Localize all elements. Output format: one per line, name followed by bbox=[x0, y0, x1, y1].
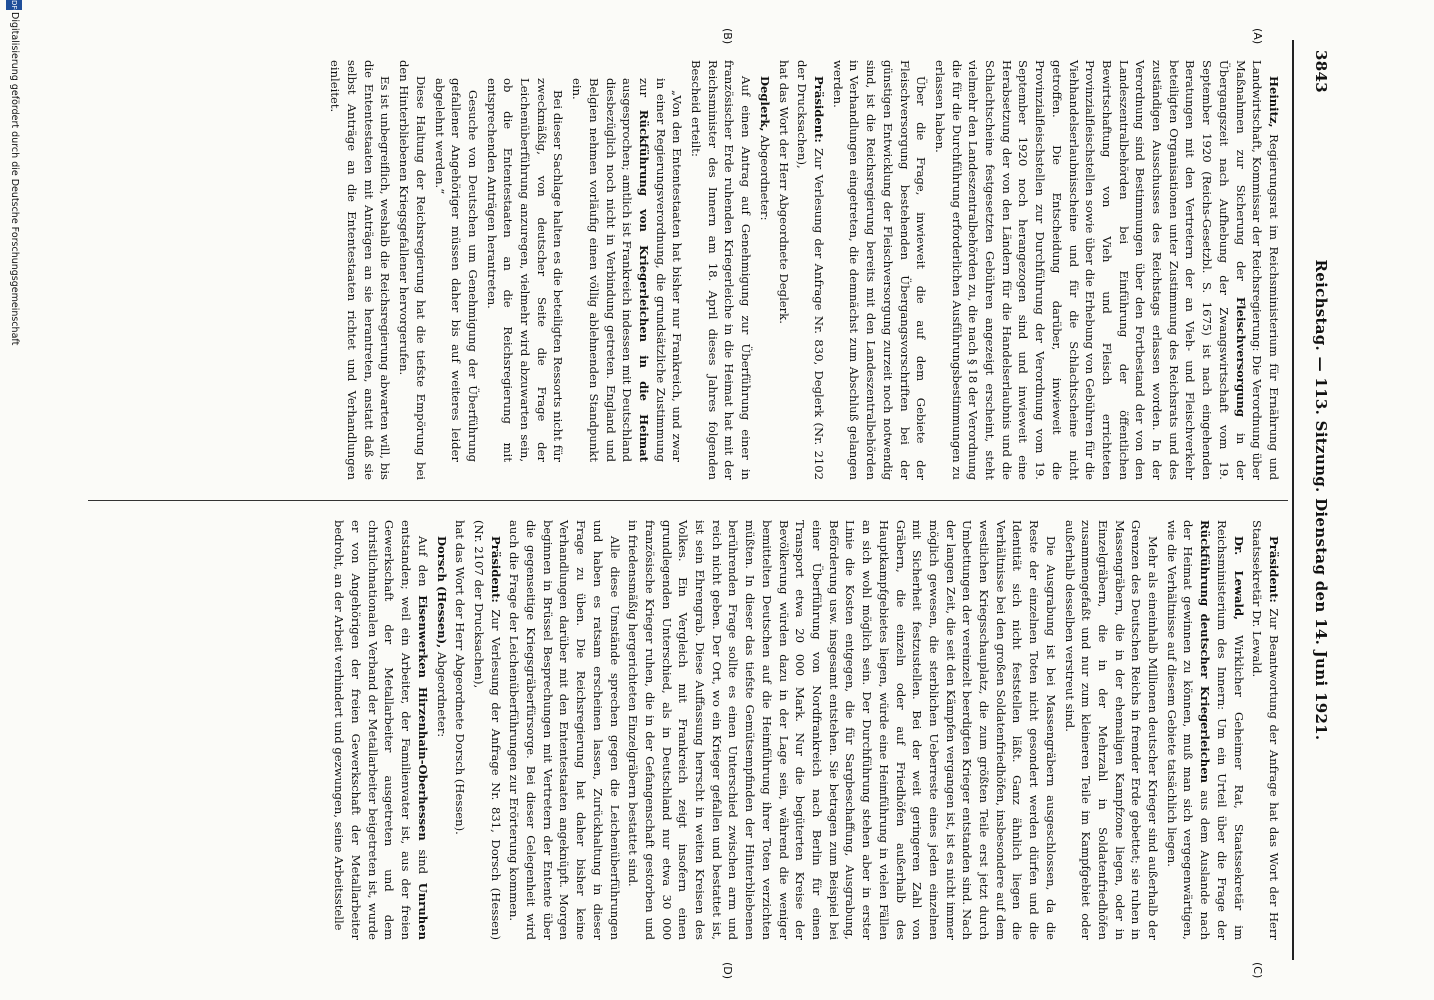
left-column bbox=[325, 60, 1282, 480]
column-divider bbox=[88, 500, 1288, 501]
margin-marker-d: (D) bbox=[721, 962, 734, 980]
paragraph: Auf den Eisenwerken Hirzenhain-Oberhessen sind Unruhen entstanden; weil ein Arbeiter, der Familienvater ist, aus der freien Gewerkschaft der Metallarbeiter ausgetreten und dem christlichnationalen Verband der Metallarbeiter beigetreten ist, wurde er von Angehörigen der freien Gewerkschaft der Metallarbeiter bedroht, an der Arbeit verhindert und gezwungen, seine Arbeitsstelle bbox=[332, 520, 430, 941]
paragraph: Über die Frage, inwieweit die auf dem Gebiete der Fleischversorgung bestehenden Übergangsvorschriften bei der günstigen Entwicklung der Fleischversorgung zurzeit noch notwendig sind, ist die Reichsregierung bereits mit den Landeszentralbehörden in Verhandlungen eingetreten, die demnächst zum Abschluß gelangen werden. bbox=[830, 60, 929, 480]
paragraph: Alle diese Umstände sprechen gegen die Leichenüberführungen und haben es ratsam erscheinen lassen, Zurückhaltung in dieser Frage zu üben. Die Reichsregierung hat daher bisher keine Verhandlungen darüber mit den Ententestaaten angeknüpft. Morgen beginnen in Brüssel Besprechungen mit Vertretern der Entente über die gegenseitige Kriegsgräberfürsorge. Bei dieser Gelegenheit wird auch die Frage der Leichenüberführungen zur Erörterung kommen. bbox=[507, 520, 622, 940]
paragraph: Dr. Lewald, Wirklicher Geheimer Rat, Staatssekretär im Reichsministerium des Innern: Um ein Urteil über die Frage der Rückführung deutscher Kriegerleichen aus dem Auslande nach der Heimat gewinnen zu können, muß man sich vergegenwärtigen, wie die Verhältnisse auf diesem Gebiete tatsächlich liegen. bbox=[1164, 520, 1246, 940]
paragraph: Mehr als eineinhalb Millionen deutscher Krieger sind außerhalb der Grenzen des Deutschen Reichs in fremder Erde gebettet; sie ruhen in Massengräbern, die in der ehemaligen Kampfzone liegen, oder in Einzelgräbern, die in der Mehrzahl in Soldatenfriedhöfen zusammengefaßt und nur zum kleineren Teile im Kampfgebiet oder außerhalb desselben verstreut sind. bbox=[1062, 520, 1161, 940]
quote-paragraph: „Von den Ententestaaten hat bisher nur Frankreich, und zwar in einer Regierungsverordnung, die grundsätzliche Zustimmung zur Rückführung von Kriegerleichen in die Heimat ausgesprochen; amtlich ist Frankreich indessen mit Deutschland diesbezüglich noch nicht in Verbindung getreten. England und Belgien nehmen vorläufig einen völlig ablehnenden Standpunkt ein. bbox=[570, 78, 685, 462]
margin-marker-b: (B) bbox=[721, 28, 734, 45]
emphasis: Fleischversorgung bbox=[1233, 296, 1248, 418]
paragraph: Auf einen Antrag auf Genehmigung zur Überführung einer in französischer Erde ruhenden Kriegerleiche in die Heimat hat mit der Reichsminister des Innern am 18. April dieses Jahres folgenden Bescheid erteilt: bbox=[689, 60, 754, 480]
page-number: 3843 bbox=[1312, 50, 1330, 93]
speaker-name: Deglerk, bbox=[757, 76, 772, 132]
header-rule bbox=[1292, 40, 1294, 960]
dfg-logo-icon: DFG bbox=[6, 0, 22, 10]
paragraph: Präsident: Zur Verlesung der Anfrage Nr. 831, Dorsch (Hessen) (Nr. 2107 der Drucksachen), bbox=[471, 520, 503, 940]
speaker-name: Präsident: bbox=[1267, 536, 1281, 603]
speaker-name: Präsident: bbox=[812, 76, 827, 143]
paragraph: Die Ausgrabung ist bei Massengräbern ausgeschlossen, da die Reste der einzelnen Toten nicht gesondert werden dürfen und die Identität sich nicht feststellen läßt. Ganz ähnlich liegen die Verhältnisse bei den großen Soldatenfriedhöfen, insbesondere auf dem westlichen Kriegsschauplatz, die zum größten Teile erst jetzt durch Umbettungen der vereinzelt beerdigten Krieger entstanden sind. Nach der langen Zeit, die seit den Kämpfen vergangen ist, ist es nicht immer möglich gewesen, die sterblichen Ueberreste eines jeden einzelnen mit Sicherheit festzustellen. Bei der weit geringeren Zahl von Gräbern, die einzeln oder auf Friedhöfen außerhalb des Hauptkampfgebietes liegen, würde eine Heimführung in vielen Fällen an sich wohl möglich sein. Der Durchführung stehen aber in erster Linie die Kosten entgegen, die für Sargbeschaffung, Ausgrabung, Beförderung usw. insgesamt entstehen. Sie betragen zum Beispiel bei einer Überführung von Nordfrankreich nach Berlin für einen Transport etwa 20 000 Mark. Nur die begüterten Kreise der Bevölkerung würden dazu in der Lage sein, während die weniger bemittelten Deutschen auf die Heimführung ihrer Toten verzichten müßten. In dieser das tiefste Gemütsempfinden der Hinterbliebenen berührenden Frage sollte es einen Unterschied zwischen arm und reich nicht geben. Der Ort, wo ein Krieger gefallen und bestattet ist, ist sein Ehrengrab. Diese Auffassung herrscht in weiten Kreisen des Volkes. Ein Vergleich mit Frankreich zeigt insofern einen grundlegenden Unterschied, als in Deutschland nur etwa 30 000 französische Krieger ruhen, die in der Gefangenschaft gestorben und in friedensmäßig hergerichteten Einzelgräbern bestattet sind. bbox=[626, 520, 1058, 940]
paragraph: Heinitz, Regierungsrat im Reichsministerium für Ernährung und Landwirtschaft, Kommissar der Reichsregierung: Die Verordnung über Maßnahmen zur Sicherung der Fleischversorgung in der Übergangszeit nach Aufhebung der Zwangswirtschaft vom 19. September 1920 (Reichs-Gesetzbl. S. 1675) ist nach eingehenden Beratungen mit den Vertretern der an Vieh- und Fleischverkehr beteiligten Organisationen unter Zustimmung des Reichsrats und des zuständigen Ausschusses des Reichstags erlassen worden. In der Verordnung sind Bestimmungen über den Fortbestand der von den Landeszentralbehörden bei Einführung der öffentlichen Bewirtschaftung von Vieh und Fleisch errichteten Provinzialfleischstellen sowie über die Erhebung von Gebühren für die Viehhandelserlaubnisscheine und für die Schlachtscheine nicht getroffen. Die Entscheidung darüber, inwieweit die Provinzialfleischstellen zur Durchführung der Verordnung vom 19. September 1920 noch herangezogen sind und inwieweit eine Herabsetzung der von den Ländern für die Handelserlaubnis und die Schlachtscheine festgesetzten Gebühren angezeigt erscheint, steht vielmehr den Landeszentralbehörden zu, die nach § 18 der Verordnung die für die Durchführung erforderlichen Ausführungsbestimmungen zu erlassen haben. bbox=[932, 60, 1281, 480]
paragraph: hat das Wort der Herr Abgeordnete Dorsch (Hessen). bbox=[453, 520, 468, 835]
page-header bbox=[1304, 50, 1334, 950]
margin-marker-c: (C) bbox=[1251, 962, 1264, 979]
paragraph: hat das Wort der Herr Abgeordnete Deglerk. bbox=[776, 60, 791, 324]
paragraph: Diese Haltung der Reichsregierung hat die tiefste Empörung bei den Hinterbliebenen Kriegsgefallener hervorgerufen. bbox=[397, 60, 428, 480]
speaker-name: Präsident: bbox=[488, 536, 503, 603]
digitization-footer bbox=[2, 0, 24, 1000]
margin-marker-a: (A) bbox=[1251, 28, 1264, 45]
right-column bbox=[329, 520, 1282, 940]
quote-paragraph: Bei dieser Sachlage halten es die beteiligten Ressorts nicht für zweckmäßig, von deutscher Seite die Frage der Leichenüberführung anzuregen, vielmehr wird abzuwarten sein, ob die Ententestaaten an die Reichsregierung mit entsprechenden Anträgen herantreten. bbox=[484, 78, 566, 462]
emphasis: Rückführung von Kriegerleichen in die Heimat bbox=[636, 109, 651, 462]
quote-paragraph: Gesuche von Deutschen um Genehmigung der Überführung gefallener Angehöriger müssen daher bis auf weiteres leider abgelehnt werden.“ bbox=[432, 78, 480, 462]
emphasis: Unruhen bbox=[415, 882, 430, 941]
speaker-name: Dr. Lewald, bbox=[1231, 536, 1246, 621]
paragraph: Präsident: Zur Verlesung der Anfrage Nr. 830, Deglerk (Nr. 2102 der Drucksachen), bbox=[795, 60, 827, 480]
paragraph: Präsident: Zur Beantwortung der Anfrage hat das Wort der Herr Staatssekretär Dr. Lewald. bbox=[1250, 520, 1281, 940]
emphasis: Eisenwerken Hirzenhain-Oberhessen bbox=[415, 595, 430, 841]
paragraph: Dorsch (Hessen), Abgeordneter: bbox=[434, 536, 449, 738]
paragraph: Es ist unbegreiflich, weshalb die Reichsregierung abwarten will, bis die Ententestaaten mit Anträgen an sie herantreten, anstatt daß sie selbst Anträge an die Ententestaaten richtet und Verhandlungen einleitet. bbox=[328, 60, 393, 480]
paragraph: Deglerk, Abgeordneter: bbox=[757, 76, 772, 221]
speaker-name: Dorsch (Hessen), bbox=[434, 536, 449, 649]
running-title: Reichstag. — 113. Sitzung. Dienstag den 14. Juni 1921. bbox=[1312, 259, 1330, 741]
emphasis: Rückführung deutscher Kriegerleichen bbox=[1198, 520, 1213, 784]
digitization-credit: Digitalisierung gefördert durch die Deutsche Forschungsgemeinschaft bbox=[9, 12, 20, 346]
speaker-name: Heinitz, bbox=[1267, 76, 1281, 128]
